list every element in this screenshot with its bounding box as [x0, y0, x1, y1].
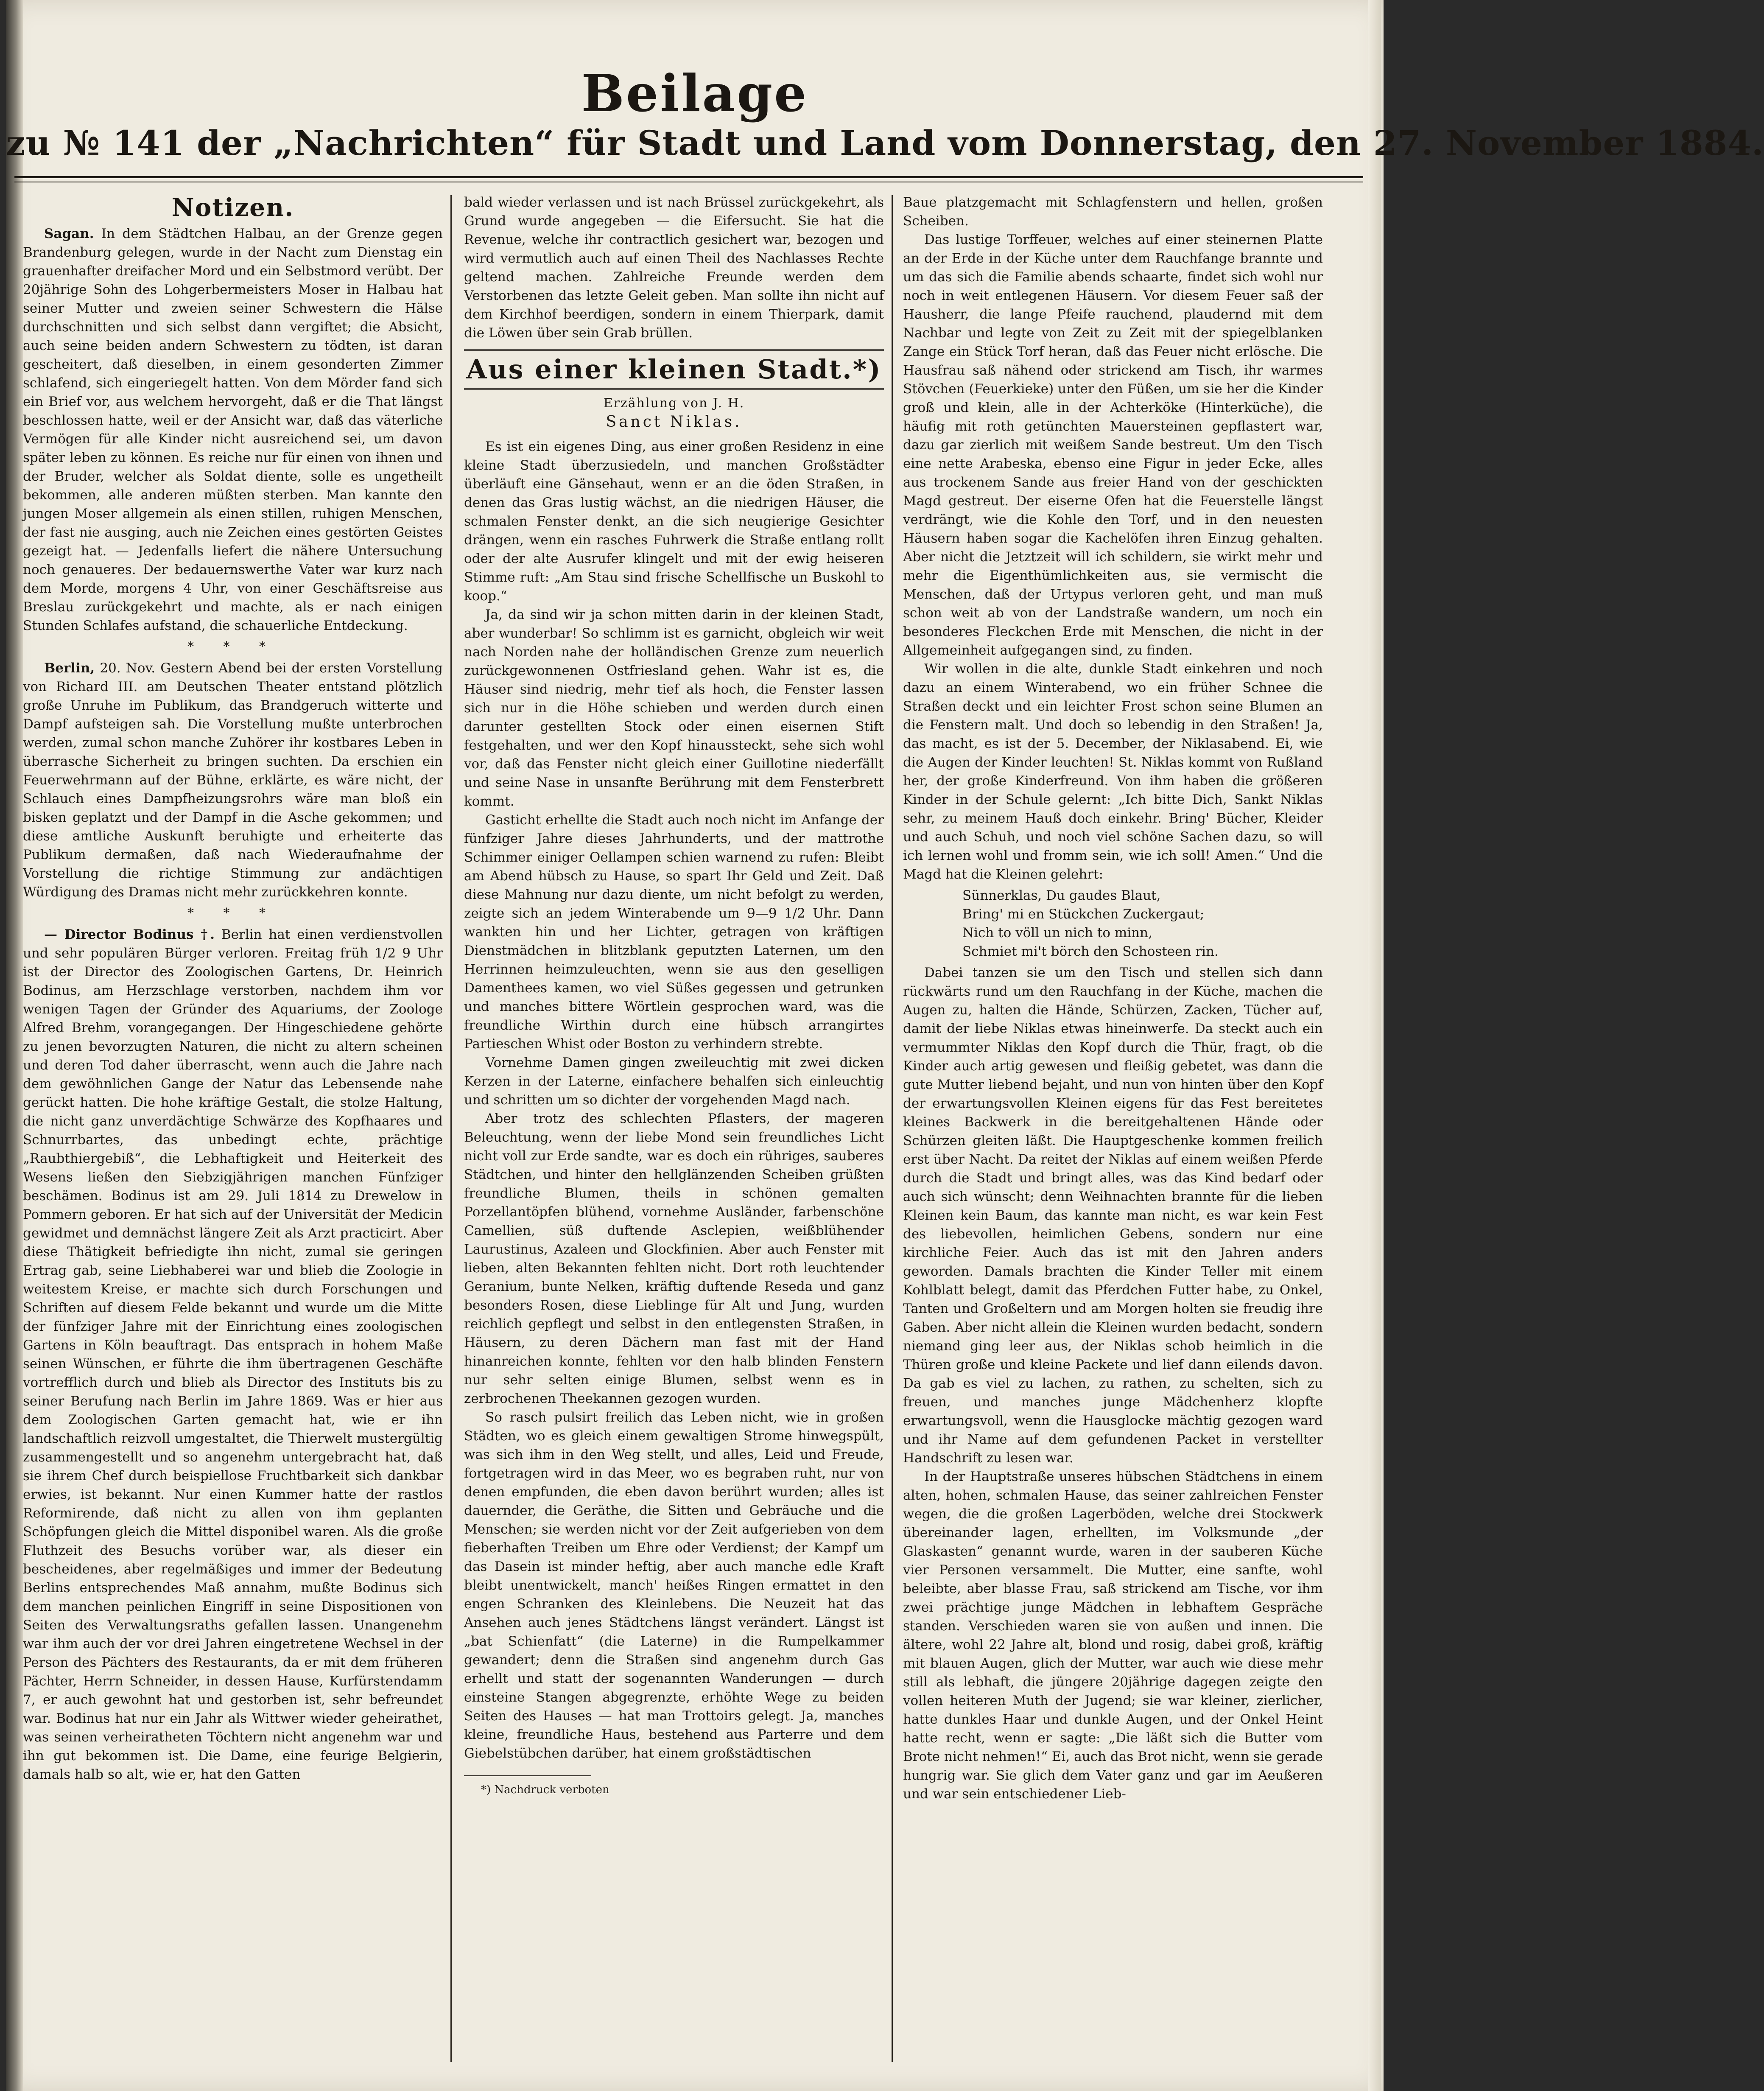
article-body: 20. Nov. Gestern Abend bei der ersten Vorstellung von Richard III. am Deutschen Theater entstand plötzlich große Unruhe im Publikum, das Brandgeruch witterte und Dampf aufsteigen sah. Die Vorstellung mußte unterbrochen werden, zumal schon manche Zuhörer ihr kostbares Leben in überrasche Sicherheit zu bringen suchten. Da erschien ein Feuerwehrmann auf der Bühne, erklärte, es wäre nicht, der Schlauch eines Dampfheizungsrohrs wäre man bloß ein bisken geplatzt und der Dampf in die Asche gekommen; und diese amtliche Auskunft beruhigte und erheiterte das Publikum dermaßen, daß nach Wiederaufnahme der Vorstellung die richtige Stimmung zur andächtigen Würdigung des Dramas nicht mehr zurückkehren konnte. [23, 661, 443, 900]
article-continuation: bald wieder verlassen und ist nach Brüssel zurückgekehrt, als Grund wurde angegeben — die Eifersucht. Sie hat die Revenue, welche ihr contractlich gesichert war, bezogen und wird vermutlich auch auf einen Theil des Nachlasses Rechte geltend machen. Zahlreiche Freunde werden dem Verstorbenen das letzte Geleit geben. Man sollte ihn nicht auf dem Kirchhof beerdigen, sondern in einem Thierpark, damit die Löwen über sein Grab brüllen. [464, 195, 884, 341]
paragraph: Gasticht erhellte die Stadt auch noch nicht im Anfange der fünfziger Jahre dieses Jahrhunderts, und der mattrothe Schimmer einiger Oellampen schien warnend zu rufen: Bleibt am Abend hübsch zu Hause, so spart Ihr Geld und Zeit. Daß diese Mahnung nur dazu diente, um nicht befolgt zu werden, zeigte sich an jedem Winterabende um 9—9 1/2 Uhr. Dann wankten hin und her Lichter, getragen von kräftigen Dienstmädchen in blitzblank geputzten Laternen, um den Herrinnen heimzuleuchten, wenn sie aus den geselligen Damenthees kamen, wo viel Süßes gegessen und getrunken und manches bittere Wörtlein gesprochen ward, was die freundliche Wirthin durch eine hübsch arrangirtes Partieschen Whist oder Boston zu verhindern strebte. [464, 812, 884, 1052]
paragraph: So rasch pulsirt freilich das Leben nicht, wie in großen Städten, wo es gleich einem gewaltigen Strome hinwegspült, was sich ihm in den Weg stellt, und alles, Leid und Freude, fortgetragen wird in das Meer, wo es begraben ruht, nur von denen empfunden, die eben davon berührt wurden; alles ist dauernder, die Geräthe, die Sitten und Gebräuche und die Menschen; sie werden nicht vor der Zeit aufgerieben von dem fieberhaften Treiben um Ehre oder Verdienst; der Kampf um das Dasein ist minder heftig, aber auch manche edle Kraft bleibt unentwickelt, manch' heißes Ringen ermattet in den engen Schranken des Kleinlebens. Die Neuzeit hat das Ansehen auch jenes Städtchens längst verändert. Längst ist „bat Schienfatt“ (die Laterne) in die Rumpelkammer gewandert; denn die Straßen sind angenehm durch Gas erhellt und statt der sogenannten Wanderungen — durch einsteine Stangen abgegrenzte, erhöhte Wege zu beiden Seiten des Hauses — hat man Trottoirs gelegt. Ja, manches kleine, freundliche Haus, bestehend aus Parterre und dem Giebelstübchen darüber, hat einem großstädtischen [464, 1410, 884, 1761]
story-title: Aus einer kleinen Stadt.*) [464, 349, 884, 390]
separator-stars: * * * [187, 906, 279, 921]
article-sagan [23, 224, 443, 635]
footnote: *) Nachdruck verboten [481, 1783, 609, 1796]
paragraph: Aber trotz des schlechten Pflasters, der mageren Beleuchtung, wenn der liebe Mond sein freundliches Licht nicht voll zur Erde sandte, war es doch ein rühriges, sauberes Städtchen, und hinter den hellglänzenden Scheiben grüßten freundliche Blumen, theils in schönen gemalten Porzellantöpfen blühend, vornehme Ausländer, farbenschöne Camellien, süß duftende Asclepien, weißblühender Laurustinus, Azaleen und Glockfinien. Aber auch Fenster mit lieben, alten Bekannten fehlten nicht. Dort roth leuchtender Geranium, bunte Nelken, kräftig duftende Reseda und ganz besonders Rosen, diese Lieblinge für Alt und Jung, wurden reichlich gepflegt und selbst in den entlegensten Straßen, in Häusern, zu deren Dächern man fast mit der Hand hinanreichen konnte, fehlten vor den halb blinden Fenstern nur sehr selten einige Blumen, selbst wenn es in zerbrochenen Theekannen gezogen wurden. [464, 1111, 884, 1406]
article-body: In dem Städtchen Halbau, an der Grenze gegen Brandenburg gelegen, wurde in der Nacht zum Dienstag ein grauenhafter dreifacher Mord und ein Selbstmord verübt. Der 20jährige Sohn des Lohgerbermeisters Moser in Halbau hat seiner Mutter und zweien seiner Schwestern die Hälse durchschnitten und sich selbst dann vergiftet; die Absicht, auch seine beiden andern Schwestern zu tödten, ist daran gescheitert, daß dieselben, in einem gesonderten Zimmer schlafend, sich eingeriegelt hatten. Von dem Mörder fand sich ein Brief vor, aus welchem hervorgeht, daß er die That längst beschlossen hatte, weil er der Ansicht war, daß das väterliche Vermögen für alle Kinder nicht ausreichend sei, um davon später leben zu können. Es reiche nur für einen von ihnen und der Bruder, welcher als Soldat diente, solle es ungetheilt bekommen, alle anderen müßten sterben. Man kannte den jungen Moser allgemein als einen stillen, ruhigen Menschen, der fast nie ausging, auch nie Zeichen eines gestörten Geistes gezeigt hat. — Jedenfalls liefert die nähere Untersuchung noch genaueres. Der bedauernswerthe Vater war kurz nach dem Morde, morgens 4 Uhr, von einer Geschäftsreise aus Breslau zurückgekehrt und machte, als er nach einigen Stunden Schlafes aufstand, die schauerliche Entdeckung. [23, 226, 443, 633]
poem-line: Nich to völl un nich to minn, [962, 925, 1152, 941]
poem-line: Bring' mi en Stückchen Zuckergaut; [962, 907, 1205, 922]
column-divider [450, 195, 452, 2062]
paragraph: Ja, da sind wir ja schon mitten darin in der kleinen Stadt, aber wunderbar! So schlimm ist es garnicht, obgleich wir weit nach Norden nahe der holländischen Grenze zum neuerlich zurückgewonnenen Ostfriesland gehen. Wahr ist es, die Häuser sind niedrig, mehr tief als hoch, die Fenster lassen sich nur in die Höhe schieben und werden durch einen darunter gestellten Stock oder einen eisernen Stift festgehalten, und wer den Kopf hinaussteckt, sehe sich wohl vor, daß das Fenster nicht gleich einer Guillotine niederfällt und seine Nase in unsanfte Berührung mit dem Fensterbrett kommt. [464, 607, 884, 809]
paragraph: Dabei tanzen sie um den Tisch und stellen sich dann rückwärts rund um den Rauchfang in der Küche, machen die Augen zu, halten die Hände, Schürzen, Zacken, Tücher auf, damit der liebe Niklas etwas hineinwerfe. Da steckt auch ein vermummter Niklas den Kopf durch die Thür, fragt, ob die Kinder auch artig gewesen und fleißig gebetet, was dann die gute Mutter liebend bejaht, und nun von hinten über den Kopf der erwartungsvollen Kleinen eigens für das Fest bereitetes kleines Backwerk in die bereitgehaltenen Hände oder Schürzen gleiten läßt. Die Hauptgeschenke kommen freilich erst über Nacht. Da reitet der Niklas auf einem weißen Pferde durch die Stadt und bringt alles, was das Kind bedarf oder auch sich wünscht; denn Weihnachten brannte für die lieben Kleinen kein Baum, das kannte man nicht, es war kein Fest des liebevollen, heimlichen Gebens, sondern nur eine kirchliche Feier. Auch das ist mit den Jahren anders geworden. Damals brachten die Kinder Teller mit einem Kohlblatt belegt, damit das Pferdchen Futter habe, zu Onkel, Tanten und Großeltern und am Morgen holten sie freudig ihre Gaben. Aber nicht allein die Kleinen wurden bedacht, sondern niemand ging leer aus, der Niklas schob heimlich in die Thüren große und kleine Packete und lief dann eilends davon. Da gab es viel zu lachen, zu rathen, zu schelten, sich zu freuen, und manches junge Mädchenherz klopfte erwartungsvoll, wenn die Hausglocke mächtig gezogen ward und ihr Name auf dem gefundenen Packet in verstellter Handschrift zu lesen war. [903, 965, 1323, 1466]
footnote-rule [464, 1775, 591, 1776]
supplement-title: Beilage [581, 64, 808, 123]
poem-line: Sünnerklas, Du gaudes Blaut, [962, 888, 1161, 903]
paragraph: Das lustige Torffeuer, welches auf einer steinernen Platte an der Erde in der Küche unter dem Rauchfange brannte und um das sich die Familie abends schaarte, findet sich wohl nur noch in weit entlegenen Häusern. Vor diesem Feuer saß der Hausherr, die lange Pfeife rauchend, plaudernd mit dem Nachbar und legte von Zeit zu Zeit mit der spiegelblanken Zange ein Stück Torf heran, daß das Feuer nicht erlösche. Die Hausfrau saß nähend oder strickend am Tisch, ihr warmes Stövchen (Feuerkieke) unter den Füßen, um sie her die Kinder groß und klein, alle in der Achterköke (Hinterküche), die häufig mit roth getünchten Mauersteinen gepflastert war, dazu gar zierlich mit weißem Sande bestreut. Um den Tisch eine nette Arabeska, ebenso eine Figur in jeder Ecke, alles aus trockenem Sande aus freier Hand von der geschickten Magd gestreut. Der eiserne Ofen hat die Feuerstelle längst verdrängt, wie die Kohle den Torf, und in den neuesten Häusern haben sogar die Kachelöfen ihren Einzug gehalten. Aber nicht die Jetztzeit will ich schildern, sie wirkt mehr und mehr die Eigenthümlichkeiten aus, sie vermischt die Menschen, daß der Urtypus verloren geht, und man muß schon weit ab von der Landstraße wandern, um noch ein besonderes Fleckchen Erde mit Menschen, die nicht in der Allgemeinheit aufgegangen sind, zu finden. [903, 232, 1323, 658]
poem [962, 886, 1323, 961]
article-body: Berlin hat einen verdienstvollen und sehr populären Bürger verloren. Freitag früh 1/2 9 Uhr ist der Director des Zoologischen Gartens, Dr. Heinrich Bodinus, am Herzschlage verstorben, nachdem ihm vor wenigen Tagen der Gründer des Aquariums, der Zoologe Alfred Brehm, vorangegangen. Der Hingeschiedene gehörte zu jenen bevorzugten Naturen, die nicht zu altern scheinen und deren Tod daher überrascht, wenn auch die Jahre nach dem gewöhnlichen Gange der Natur das Lebensende nahe gerückt hatten. Die hohe kräftige Gestalt, die stolze Haltung, die nicht ganz unverdächtige Schwärze des Kopfhaares und Schnurrbartes, das unbedingt echte, prächtige „Raubthiergebiß“, die Lebhaftigkeit und Heiterkeit des Wesens ließen den Siebzigjährigen manchen Fünfziger beschämen. Bodinus ist am 29. Juli 1814 zu Drewelow in Pommern geboren. Er hat sich auf der Universität der Medicin gewidmet und demnächst längere Zeit als Arzt practicirt. Aber diese Thätigkeit befriedigte ihn nicht, zumal sie geringen Ertrag gab, seine Liebhaberei war und blieb die Zoologie in weitestem Kreise, er machte sich durch Forschungen und Schriften auf diesem Felde bekannt und wurde um die Mitte der fünfziger Jahre mit der Einrichtung eines zoologischen Gartens in Köln beauftragt. Das entsprach in hohem Maße seinen Wünschen, er führte die ihm übertragenen Geschäfte vortrefflich durch und blieb als Director des Instituts bis zu seiner Berufung nach Berlin im Jahre 1869. Was er hier aus dem Zoologischen Garten gemacht hat, wie er ihn landschaftlich reizvoll umgestaltet, die Thierwelt mustergültig zusammengestellt und so angenehm untergebracht hat, daß sie ihrem Chef durch beispiellose Fruchtbarkeit sich dankbar erwies, ist bekannt. Nur einen Kummer hatte der rastlos Reformirende, daß nicht zu allen von ihm geplanten Schöpfungen gleich die Mittel disponibel waren. Als die große Fluthzeit des Besuchs vorüber war, als dieser ein bescheidenes, aber regelmäßiges und immer der Bedeutung Berlins entsprechendes Maß annahm, mußte Bodinus sich dem manchen peinlichen Eingriff in seine Dispositionen von Seiten des Verwaltungsraths gefallen lassen. Unangenehm war ihm auch der vor drei Jahren eingetretene Wechsel in der Person des Pächters des Restaurants, da er mit dem früheren Pächter, Herrn Schneider, in dessen Hause, Kurfürstendamm 7, er auch gewohnt hat und gestorben ist, sehr befreundet war. Bodinus hat nur ein Jahr als Wittwer wieder geheirathet, was seinen verheiratheten Töchtern nicht angenehm war und ihn gut bekommen ist. Die Dame, eine feurige Belgierin, damals halb so alt, wie er, hat den Gatten [23, 927, 443, 1782]
column-1 [23, 193, 443, 2068]
paragraph: Wir wollen in die alte, dunkle Stadt einkehren und noch dazu an einem Winterabend, wo ein früher Schnee die Straßen deckt und ein leichter Frost schon seine Blumen an die Fenstern malt. Und doch so lebendig in den Straßen! Ja, das macht, es ist der 5. December, der Niklasabend. Ei, wie die Augen der Kinder leuchten! St. Niklas kommt von Rußland her, der große Kinderfreund. Von ihm haben die größeren Kinder in der Schule gelernt: „Ich bitte Dich, Sankt Niklas sehr, zu meinem Hauß doch einkehr. Bring' Bücher, Kleider und auch Schuh, und noch viel schöne Sachen dazu, so will ich lernen wohl und fromm sein, wie ich soll! Amen.“ Und die Magd hat die Kleinen gelehrt: [903, 661, 1323, 882]
binding-edge [6, 0, 23, 2091]
section-heading: Notizen. [171, 193, 294, 222]
header-rule [14, 176, 1363, 178]
column-3 [903, 193, 1323, 2068]
poem-line: Schmiet mi't börch den Schosteen rin. [962, 944, 1219, 959]
paragraph: Vornehme Damen gingen zweileuchtig mit zwei dicken Kerzen in der Laterne, einfachere behalfen sich einleuchtig und schritten um so dichter der vorgehenden Magd nach. [464, 1055, 884, 1108]
dateline: Berlin, [44, 661, 95, 676]
story-byline: Erzählung von J. H. [603, 396, 745, 411]
newspaper-page [6, 0, 1764, 2091]
separator-stars: * * * [187, 639, 279, 654]
dateline: Sagan. [44, 226, 94, 241]
paragraph: Baue platzgemacht mit Schlagfenstern und hellen, großen Scheiben. [903, 195, 1323, 229]
column-divider [892, 195, 893, 2062]
paragraph: Es ist ein eigenes Ding, aus einer großen Residenz in eine kleine Stadt überzusiedeln, und manchen Großstädter überläuft eine Gänsehaut, wenn er an die öden Straßen, in denen das Gras lustig wächst, an die niedrigen Häuser, die schmalen Fenster denkt, an die sich neugierige Gesichter drängen, wenn ein rasches Fuhrwerk die Straße entlang rollt oder der alte Ausrufer klingelt und mit der ewig heiseren Stimme ruft: „Am Stau sind frische Schellfische un Buskohl to koop.“ [464, 439, 884, 604]
issue-line: zu № 141 der „Nachrichten“ für Stadt und Land vom Donnerstag, den 27. November 1884. [6, 123, 1764, 163]
article-bodinus [23, 925, 443, 1784]
page-edge [1368, 0, 1381, 2091]
article-berlin [23, 659, 443, 901]
paragraph: In der Hauptstraße unseres hübschen Städtchens in einem alten, hohen, schmalen Hause, das seiner zahlreichen Fenster wegen, die die großen Lagerböden, welche drei Stockwerk übereinander lagen, erhellten, im Volksmunde „der Glaskasten“ genannt wurde, waren in der sauberen Küche vier Personen versammelt. Die Mutter, eine sanfte, wohl beleibte, aber blasse Frau, saß strickend am Tische, vor ihm zwei prächtige junge Mädchen in lebhaftem Gespräche standen. Verschieden waren sie von außen und innen. Die ältere, wohl 22 Jahre alt, blond und rosig, dabei groß, kräftig mit blauen Augen, glich der Mutter, war auch wie diese mehr still als lebhaft, die jüngere 20jährige dagegen zeigte den vollen heiteren Muth der Jugend; sie war kleiner, zierlicher, hatte dunkles Haar und dunkle Augen, und der Onkel Heint hatte recht, wenn er sagte: „Die läßt sich die Butter vom Brote nicht nehmen!“ Ei, auch das Brot nicht, wenn sie gerade hungrig war. Sie glich dem Vater ganz und gar im Aeußeren und war sein entschiedener Lieb- [903, 1469, 1323, 1802]
article-headline: — Director Bodinus †. [44, 927, 215, 942]
column-2 [464, 193, 884, 2068]
story-subtitle: Sanct Niklas. [606, 413, 742, 431]
